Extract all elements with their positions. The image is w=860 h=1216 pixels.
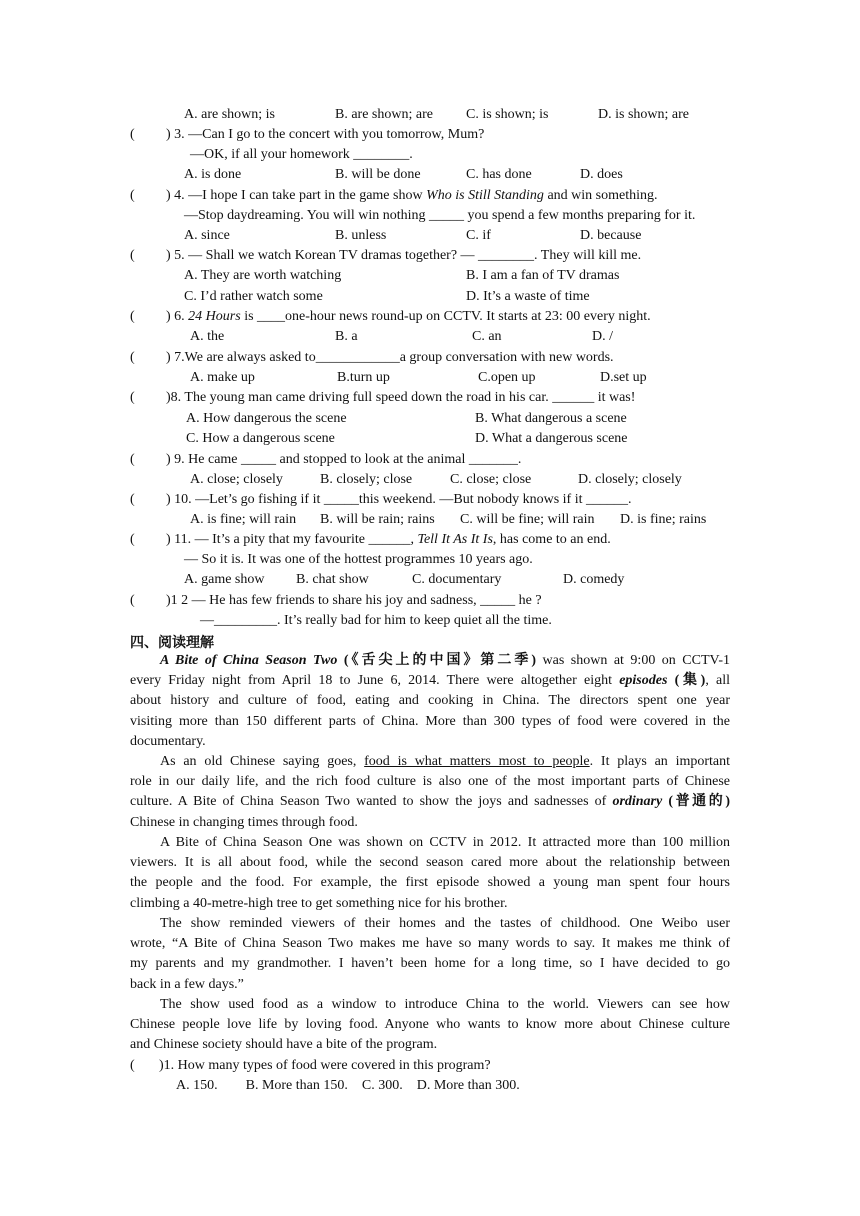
option-b: B. chat show <box>296 572 369 587</box>
option-a: A. are shown; is <box>184 107 275 122</box>
question-text: )8. The young man came driving full speed down the road in his car. ______ it was! <box>166 390 636 405</box>
question-text: ) 5. — Shall we watch Korean TV dramas together? — ________. They will kill me. <box>166 248 642 263</box>
option-c: C. is shown; is <box>466 107 549 122</box>
option-a: A. They are worth watching <box>184 268 342 283</box>
option-c: C. I’d rather watch some <box>184 289 323 304</box>
question-text: ) 6. 24 Hours is ____one-hour news round-up on CCTV. It starts at 23: 00 every night. <box>166 309 651 324</box>
answer-paren: ( <box>130 350 135 365</box>
option-d: D. closely; closely <box>578 472 682 487</box>
option-b: B. are shown; are <box>335 107 433 122</box>
answer-paren: ( <box>130 309 135 324</box>
option-d: D.set up <box>600 370 647 385</box>
option-b: B. will be done <box>335 167 421 182</box>
option-a: A. the <box>190 329 225 344</box>
option-b: B. What dangerous a scene <box>475 411 627 426</box>
question-text: )1 2 — He has few friends to share his joy and sadness, _____ he ? <box>166 593 542 608</box>
option-c: C. close; close <box>450 472 532 487</box>
option-c: C. an <box>472 329 502 344</box>
option-a: A. is fine; will rain <box>190 512 297 527</box>
option-d: D. / <box>592 329 613 344</box>
option-d: D. does <box>580 167 623 182</box>
option-d: D. is fine; rains <box>620 512 707 527</box>
answer-paren: ( <box>130 593 135 608</box>
option-a: A. game show <box>184 572 265 587</box>
question-line: —Stop daydreaming. You will win nothing _____ you spend a few months preparing for it. <box>184 208 696 223</box>
answer-paren: ( <box>130 452 135 467</box>
option-a: A. since <box>184 228 230 243</box>
question-text: ) 3. —Can I go to the concert with you tomorrow, Mum? <box>166 127 485 142</box>
answer-paren: ( <box>130 532 135 547</box>
answer-paren: ( <box>130 492 135 507</box>
option-a: A. make up <box>190 370 255 385</box>
option-d: D. because <box>580 228 642 243</box>
reading-paragraph-1: A Bite of China Season Two (《舌尖上的中国》第二季) was shown at 9:00 on CCTV-1 every Friday night from April 18 to June 6, 2014. There were altogether eight episodes (集), all about history and culture of food, eating and cooking in China. The directors spent one year visiting more than 150 different parts of China. More than 300 types of food were covered in the documentary. <box>130 653 731 749</box>
options-line: A. 150. B. More than 150. C. 300. D. More than 300. <box>176 1078 520 1093</box>
reading-paragraph-3: A Bite of China Season One was shown on CCTV in 2012. It attracted more than 100 million viewers. It is all about food, while the second season cared more about the relationship between the people and the food. For example, the first episode showed a young man spent four hours climbing a 40-metre-high tree to get something nice for his brother. <box>130 835 730 911</box>
option-b: B. closely; close <box>320 472 413 487</box>
question-text: ) 7.We are always asked to____________a group conversation with new words. <box>166 350 614 365</box>
option-a: A. How dangerous the scene <box>186 411 347 426</box>
answer-paren: ( <box>130 127 135 142</box>
option-d: D. What a dangerous scene <box>475 431 628 446</box>
question-text: ) 10. —Let’s go fishing if it _____this weekend. —But nobody knows if it ______. <box>166 492 632 507</box>
reading-paragraph-2: As an old Chinese saying goes, food is what matters most to people. It plays an important role in our daily life, and the rich food culture is also one of the most important parts of Chinese culture. A Bite of China Season Two wanted to show the joys and sadnesses of ordinary (普通的) Chinese in changing times through food. <box>130 754 731 830</box>
question-text: ) 9. He came _____ and stopped to look at the animal _______. <box>166 452 522 467</box>
option-c: C. will be fine; will rain <box>460 512 595 527</box>
option-d: D. is shown; are <box>598 107 689 122</box>
question-text: ) 11. — It’s a pity that my favourite ______, Tell It As It Is, has come to an end. <box>166 532 611 547</box>
answer-paren: ( <box>130 1058 135 1073</box>
option-b: B. I am a fan of TV dramas <box>466 268 620 283</box>
option-b: B. will be rain; rains <box>320 512 435 527</box>
question-line: — So it is. It was one of the hottest programmes 10 years ago. <box>184 552 533 567</box>
question-line: —OK, if all your homework ________. <box>190 147 413 162</box>
question-line: —_________. It’s really bad for him to keep quiet all the time. <box>200 613 552 628</box>
section-title: 四、阅读理解 <box>130 635 214 651</box>
option-c: C. if <box>466 228 491 243</box>
answer-paren: ( <box>130 248 135 263</box>
question-text: )1. How many types of food were covered in this program? <box>159 1058 491 1073</box>
answer-paren: ( <box>130 188 135 203</box>
option-b: B. a <box>335 329 358 344</box>
reading-paragraph-5: The show used food as a window to introduce China to the world. Viewers can see how Chinese people love life by loving food. Anyone who wants to know more about Chinese culture and Chinese society should have a bite of the program. <box>130 997 730 1053</box>
option-c: C.open up <box>478 370 536 385</box>
answer-paren: ( <box>130 390 135 405</box>
option-b: B.turn up <box>337 370 390 385</box>
option-d: D. comedy <box>563 572 625 587</box>
reading-paragraph-4: The show reminded viewers of their homes and the tastes of childhood. One Weibo user wrote, “A Bite of China Season Two makes me have so many words to say. It makes me think of my parents and my grandmother. I haven’t been home for a long time, so I have decided to go back in a few days.” <box>130 916 730 992</box>
option-b: B. unless <box>335 228 387 243</box>
question-text: ) 4. —I hope I can take part in the game show Who is Still Standing and win something. <box>166 188 658 203</box>
option-c: C. documentary <box>412 572 502 587</box>
option-c: C. has done <box>466 167 532 182</box>
option-d: D. It’s a waste of time <box>466 289 590 304</box>
option-a: A. close; closely <box>190 472 283 487</box>
option-c: C. How a dangerous scene <box>186 431 335 446</box>
option-a: A. is done <box>184 167 242 182</box>
